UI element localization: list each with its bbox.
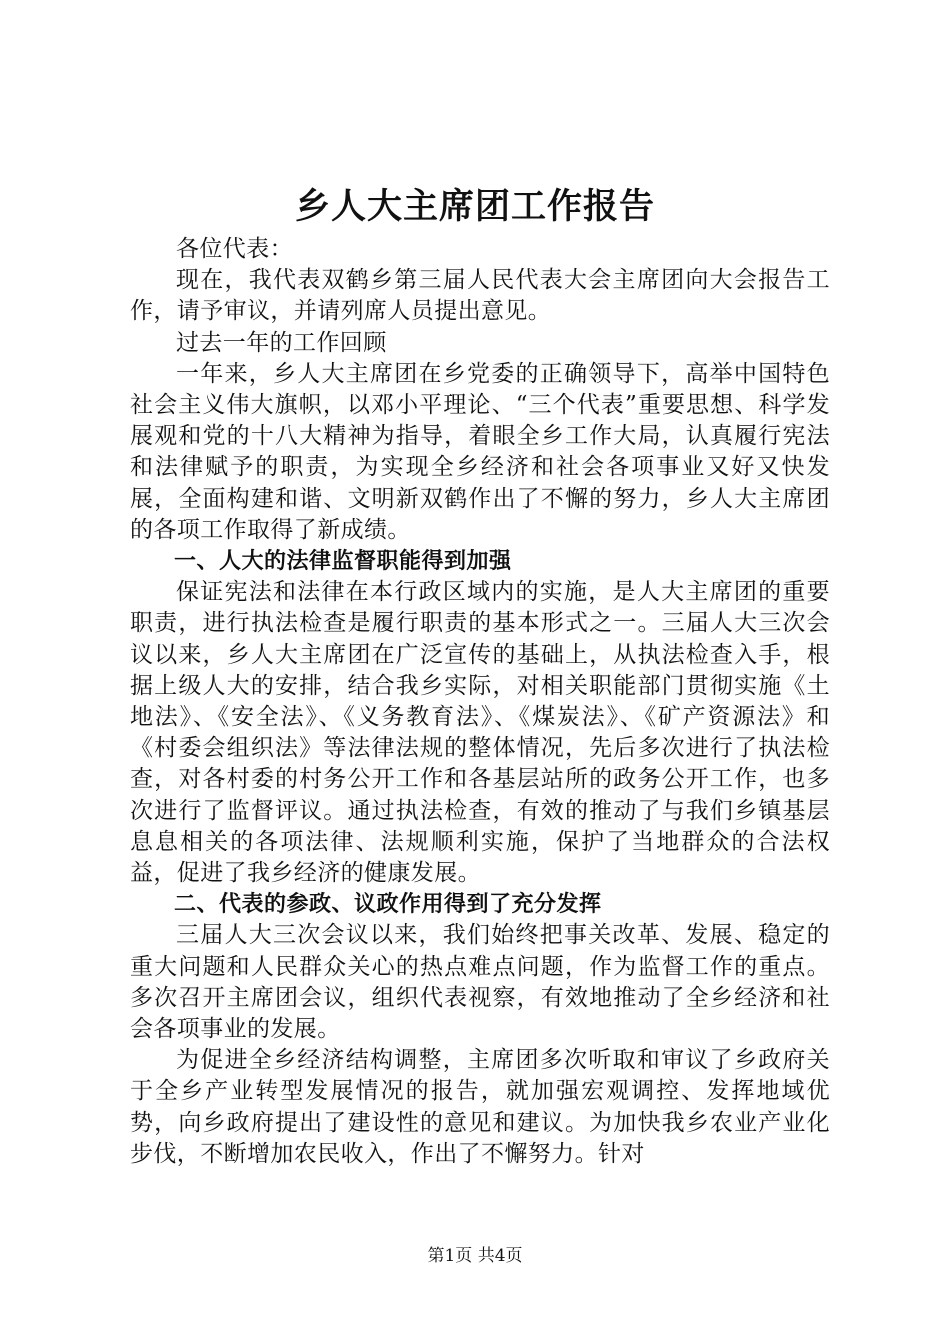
overview-paragraph: 一年来，乡人大主席团在乡党委的正确领导下，高举中国特色社会主义伟大旗帜，以邓小平理论、“三个代表”重要思想、科学发展观和党的十八大精神为指导，着眼全乡工作大局，认真履行宪法和法律赋予的职责，为实现全乡经济和社会各项事业又好又快发展，全面构建和谐、文明新双鹤作出了不懈的努力，乡人大主席团的各项工作取得了新成绩。 — [130, 360, 830, 543]
section-1-paragraph: 保证宪法和法律在本行政区域内的实施，是人大主席团的重要职责，进行执法检查是履行职责的基本形式之一。三届人大三次会议以来，乡人大主席团在广泛宣传的基础上，从执法检查入手，根据上级人大的安排，结合我乡实际，对相关职能部门贯彻实施《土地法》、《安全法》、《义务教育法》、《煤炭法》、《矿产资源法》和《村委会组织法》等法律法规的整体情况，先后多次进行了执法检查，对各村委的村务公开工作和各基层站所的政务公开工作，也多次进行了监督评议。通过执法检查，有效的推动了与我们乡镇基层息息相关的各项法律、法规顺利实施，保护了当地群众的合法权益，促进了我乡经济的健康发展。 — [130, 579, 830, 887]
section-2-paragraph-2: 为促进全乡经济结构调整，主席团多次听取和审议了乡政府关于全乡产业转型发展情况的报告，就加强宏观调控、发挥地域优势，向乡政府提出了建设性的意见和建议。为加快我乡农业产业化步伐，不断增加农民收入，作出了不懈努力。针对 — [130, 1047, 830, 1167]
section-heading-2: 二、代表的参政、议政作用得到了充分发挥 — [174, 892, 602, 918]
document-body — [130, 234, 830, 1170]
salutation: 各位代表： — [176, 236, 293, 262]
section-2-paragraph-1: 三届人大三次会议以来，我们始终把事关改革、发展、稳定的重大问题和人民群众关心的热点难点问题，作为监督工作的重点。多次召开主席团会议，组织代表视察，有效地推动了全乡经济和社会各项事业的发展。 — [130, 922, 830, 1043]
intro-paragraph: 现在，我代表双鹤乡第三届人民代表大会主席团向大会报告工作，请予审议，并请列席人员提出意见。 — [130, 267, 830, 325]
page-number-footer: 第1页 共4页 — [427, 1246, 523, 1266]
document-title: 乡人大主席团工作报告 — [294, 187, 655, 227]
section-heading-1: 一、人大的法律监督职能得到加强 — [174, 549, 512, 575]
section-label-review: 过去一年的工作回顾 — [176, 329, 387, 356]
